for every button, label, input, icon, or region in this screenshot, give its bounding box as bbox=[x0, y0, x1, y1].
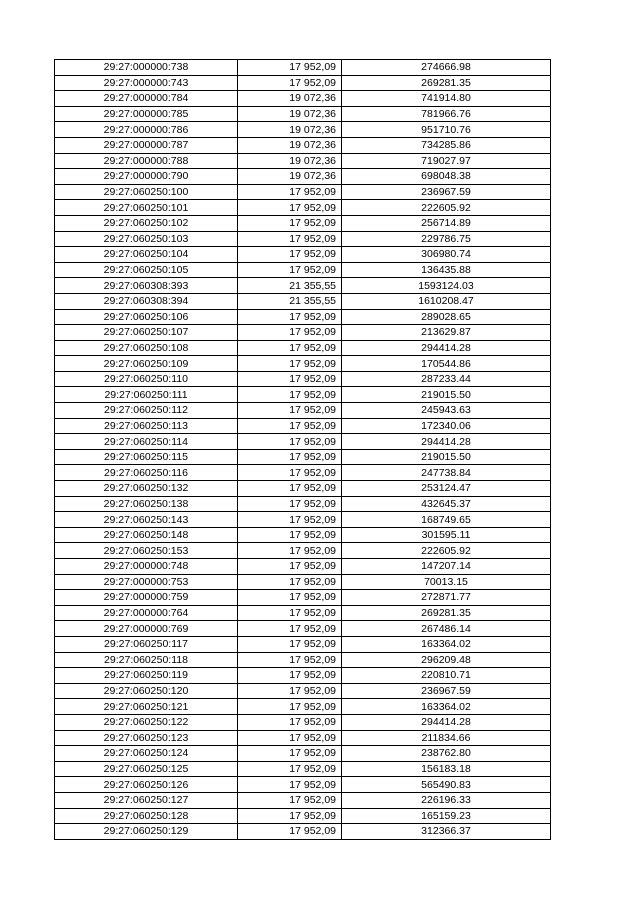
cadastral-value-cell: 734285.86 bbox=[342, 137, 551, 153]
cadastral-value-cell: 296209.48 bbox=[342, 652, 551, 668]
cadastral-number-cell: 29:27:060250:100 bbox=[55, 184, 238, 200]
unit-price-cell: 17 952,09 bbox=[238, 605, 342, 621]
table-row bbox=[55, 91, 551, 107]
cadastral-value-cell: 1610208.47 bbox=[342, 293, 551, 309]
unit-price-cell: 17 952,09 bbox=[238, 340, 342, 356]
cadastral-number-cell: 29:27:060250:112 bbox=[55, 403, 238, 419]
unit-price-cell: 19 072,36 bbox=[238, 91, 342, 107]
unit-price-cell: 17 952,09 bbox=[238, 247, 342, 263]
cadastral-value-cell: 951710.76 bbox=[342, 122, 551, 138]
cadastral-value-cell: 312366.37 bbox=[342, 824, 551, 840]
cadastral-number-cell: 29:27:060250:124 bbox=[55, 746, 238, 762]
table-row bbox=[55, 746, 551, 762]
cadastral-number-cell: 29:27:060250:108 bbox=[55, 340, 238, 356]
unit-price-cell: 17 952,09 bbox=[238, 403, 342, 419]
cadastral-number-cell: 29:27:060250:138 bbox=[55, 496, 238, 512]
cadastral-number-cell: 29:27:060250:102 bbox=[55, 215, 238, 231]
table-row bbox=[55, 543, 551, 559]
unit-price-cell: 17 952,09 bbox=[238, 434, 342, 450]
table-row bbox=[55, 590, 551, 606]
cadastral-value-cell: 170544.86 bbox=[342, 356, 551, 372]
cadastral-value-cell: 294414.28 bbox=[342, 714, 551, 730]
cadastral-value-cell: 306980.74 bbox=[342, 247, 551, 263]
table-row bbox=[55, 730, 551, 746]
table-row bbox=[55, 824, 551, 840]
cadastral-value-cell: 287233.44 bbox=[342, 371, 551, 387]
cadastral-number-cell: 29:27:060250:143 bbox=[55, 512, 238, 528]
cadastral-value-cell: 168749.65 bbox=[342, 512, 551, 528]
cadastral-value-cell: 294414.28 bbox=[342, 340, 551, 356]
table-row bbox=[55, 169, 551, 185]
cadastral-number-cell: 29:27:060250:107 bbox=[55, 325, 238, 341]
unit-price-cell: 17 952,09 bbox=[238, 714, 342, 730]
table-row bbox=[55, 527, 551, 543]
cadastral-number-cell: 29:27:000000:748 bbox=[55, 559, 238, 575]
cadastral-value-cell: 741914.80 bbox=[342, 91, 551, 107]
table-row bbox=[55, 153, 551, 169]
cadastral-number-cell: 29:27:060250:119 bbox=[55, 668, 238, 684]
cadastral-number-cell: 29:27:060250:123 bbox=[55, 730, 238, 746]
cadastral-number-cell: 29:27:000000:738 bbox=[55, 60, 238, 76]
unit-price-cell: 17 952,09 bbox=[238, 200, 342, 216]
table-row bbox=[55, 371, 551, 387]
unit-price-cell: 17 952,09 bbox=[238, 356, 342, 372]
cadastral-value-cell: 226196.33 bbox=[342, 792, 551, 808]
unit-price-cell: 17 952,09 bbox=[238, 652, 342, 668]
unit-price-cell: 17 952,09 bbox=[238, 543, 342, 559]
table-row bbox=[55, 434, 551, 450]
cadastral-value-cell: 565490.83 bbox=[342, 777, 551, 793]
unit-price-cell: 17 952,09 bbox=[238, 465, 342, 481]
table-row bbox=[55, 699, 551, 715]
unit-price-cell: 17 952,09 bbox=[238, 481, 342, 497]
cadastral-number-cell: 29:27:000000:759 bbox=[55, 590, 238, 606]
cadastral-number-cell: 29:27:060250:128 bbox=[55, 808, 238, 824]
cadastral-number-cell: 29:27:000000:769 bbox=[55, 621, 238, 637]
table-row bbox=[55, 137, 551, 153]
unit-price-cell: 17 952,09 bbox=[238, 449, 342, 465]
cadastral-number-cell: 29:27:000000:785 bbox=[55, 106, 238, 122]
cadastral-number-cell: 29:27:060250:121 bbox=[55, 699, 238, 715]
table-row bbox=[55, 636, 551, 652]
cadastral-value-cell: 163364.02 bbox=[342, 699, 551, 715]
unit-price-cell: 17 952,09 bbox=[238, 574, 342, 590]
table-row bbox=[55, 668, 551, 684]
unit-price-cell: 17 952,09 bbox=[238, 636, 342, 652]
cadastral-value-cell: 222605.92 bbox=[342, 200, 551, 216]
cadastral-value-cell: 294414.28 bbox=[342, 434, 551, 450]
table-row bbox=[55, 247, 551, 263]
unit-price-cell: 17 952,09 bbox=[238, 730, 342, 746]
unit-price-cell: 17 952,09 bbox=[238, 746, 342, 762]
unit-price-cell: 17 952,09 bbox=[238, 75, 342, 91]
table-row bbox=[55, 465, 551, 481]
unit-price-cell: 19 072,36 bbox=[238, 169, 342, 185]
cadastral-value-cell: 272871.77 bbox=[342, 590, 551, 606]
cadastral-number-cell: 29:27:060250:118 bbox=[55, 652, 238, 668]
table-row bbox=[55, 683, 551, 699]
cadastral-value-cell: 136435.88 bbox=[342, 262, 551, 278]
table-row bbox=[55, 792, 551, 808]
table-row bbox=[55, 496, 551, 512]
cadastral-number-cell: 29:27:000000:788 bbox=[55, 153, 238, 169]
unit-price-cell: 17 952,09 bbox=[238, 761, 342, 777]
unit-price-cell: 19 072,36 bbox=[238, 106, 342, 122]
unit-price-cell: 17 952,09 bbox=[238, 496, 342, 512]
table-row bbox=[55, 309, 551, 325]
unit-price-cell: 17 952,09 bbox=[238, 683, 342, 699]
table-row bbox=[55, 340, 551, 356]
cadastral-number-cell: 29:27:060250:113 bbox=[55, 418, 238, 434]
cadastral-value-cell: 245943.63 bbox=[342, 403, 551, 419]
unit-price-cell: 21 355,55 bbox=[238, 293, 342, 309]
table-row bbox=[55, 574, 551, 590]
cadastral-value-cell: 269281.35 bbox=[342, 605, 551, 621]
table-row bbox=[55, 559, 551, 575]
cadastral-number-cell: 29:27:060250:116 bbox=[55, 465, 238, 481]
unit-price-cell: 17 952,09 bbox=[238, 60, 342, 76]
cadastral-number-cell: 29:27:060308:394 bbox=[55, 293, 238, 309]
unit-price-cell: 19 072,36 bbox=[238, 153, 342, 169]
table-row bbox=[55, 403, 551, 419]
table-row bbox=[55, 184, 551, 200]
unit-price-cell: 21 355,55 bbox=[238, 278, 342, 294]
unit-price-cell: 17 952,09 bbox=[238, 792, 342, 808]
cadastral-value-cell: 229786.75 bbox=[342, 231, 551, 247]
table-row bbox=[55, 325, 551, 341]
unit-price-cell: 17 952,09 bbox=[238, 309, 342, 325]
cadastral-value-table bbox=[54, 59, 551, 840]
table-row bbox=[55, 418, 551, 434]
cadastral-number-cell: 29:27:060250:127 bbox=[55, 792, 238, 808]
cadastral-number-cell: 29:27:060250:101 bbox=[55, 200, 238, 216]
cadastral-number-cell: 29:27:000000:790 bbox=[55, 169, 238, 185]
unit-price-cell: 19 072,36 bbox=[238, 122, 342, 138]
cadastral-value-cell: 172340.06 bbox=[342, 418, 551, 434]
cadastral-number-cell: 29:27:060250:105 bbox=[55, 262, 238, 278]
cadastral-value-cell: 211834.66 bbox=[342, 730, 551, 746]
unit-price-cell: 17 952,09 bbox=[238, 387, 342, 403]
table-row bbox=[55, 75, 551, 91]
cadastral-value-cell: 236967.59 bbox=[342, 184, 551, 200]
unit-price-cell: 17 952,09 bbox=[238, 231, 342, 247]
unit-price-cell: 17 952,09 bbox=[238, 824, 342, 840]
cadastral-value-cell: 253124.47 bbox=[342, 481, 551, 497]
table-row bbox=[55, 200, 551, 216]
cadastral-value-cell: 269281.35 bbox=[342, 75, 551, 91]
cadastral-value-cell: 219015.50 bbox=[342, 387, 551, 403]
cadastral-number-cell: 29:27:060250:126 bbox=[55, 777, 238, 793]
cadastral-value-cell: 238762.80 bbox=[342, 746, 551, 762]
cadastral-value-cell: 719027.97 bbox=[342, 153, 551, 169]
cadastral-value-cell: 213629.87 bbox=[342, 325, 551, 341]
cadastral-value-cell: 163364.02 bbox=[342, 636, 551, 652]
unit-price-cell: 17 952,09 bbox=[238, 371, 342, 387]
table-row bbox=[55, 481, 551, 497]
cadastral-number-cell: 29:27:060250:129 bbox=[55, 824, 238, 840]
table-row bbox=[55, 605, 551, 621]
cadastral-value-cell: 236967.59 bbox=[342, 683, 551, 699]
cadastral-number-cell: 29:27:060250:114 bbox=[55, 434, 238, 450]
table-row bbox=[55, 652, 551, 668]
cadastral-value-cell: 156183.18 bbox=[342, 761, 551, 777]
unit-price-cell: 17 952,09 bbox=[238, 325, 342, 341]
unit-price-cell: 17 952,09 bbox=[238, 184, 342, 200]
table-row bbox=[55, 278, 551, 294]
table-row bbox=[55, 714, 551, 730]
cadastral-value-cell: 247738.84 bbox=[342, 465, 551, 481]
cadastral-number-cell: 29:27:060250:110 bbox=[55, 371, 238, 387]
unit-price-cell: 17 952,09 bbox=[238, 559, 342, 575]
cadastral-value-cell: 147207.14 bbox=[342, 559, 551, 575]
cadastral-value-cell: 1593124.03 bbox=[342, 278, 551, 294]
cadastral-number-cell: 29:27:060250:111 bbox=[55, 387, 238, 403]
cadastral-number-cell: 29:27:060250:153 bbox=[55, 543, 238, 559]
cadastral-number-cell: 29:27:000000:786 bbox=[55, 122, 238, 138]
cadastral-value-cell: 70013.15 bbox=[342, 574, 551, 590]
cadastral-value-cell: 781966.76 bbox=[342, 106, 551, 122]
cadastral-value-cell: 219015.50 bbox=[342, 449, 551, 465]
cadastral-number-cell: 29:27:060250:106 bbox=[55, 309, 238, 325]
cadastral-number-cell: 29:27:060308:393 bbox=[55, 278, 238, 294]
unit-price-cell: 17 952,09 bbox=[238, 262, 342, 278]
unit-price-cell: 17 952,09 bbox=[238, 808, 342, 824]
unit-price-cell: 17 952,09 bbox=[238, 590, 342, 606]
table-row bbox=[55, 122, 551, 138]
cadastral-number-cell: 29:27:060250:109 bbox=[55, 356, 238, 372]
cadastral-value-cell: 432645.37 bbox=[342, 496, 551, 512]
table-row bbox=[55, 621, 551, 637]
cadastral-number-cell: 29:27:060250:132 bbox=[55, 481, 238, 497]
cadastral-number-cell: 29:27:060250:125 bbox=[55, 761, 238, 777]
cadastral-number-cell: 29:27:000000:787 bbox=[55, 137, 238, 153]
table-row bbox=[55, 231, 551, 247]
cadastral-value-cell: 698048.38 bbox=[342, 169, 551, 185]
table-row bbox=[55, 215, 551, 231]
unit-price-cell: 17 952,09 bbox=[238, 777, 342, 793]
cadastral-number-cell: 29:27:000000:764 bbox=[55, 605, 238, 621]
unit-price-cell: 17 952,09 bbox=[238, 512, 342, 528]
cadastral-number-cell: 29:27:000000:784 bbox=[55, 91, 238, 107]
unit-price-cell: 17 952,09 bbox=[238, 621, 342, 637]
cadastral-number-cell: 29:27:060250:104 bbox=[55, 247, 238, 263]
unit-price-cell: 19 072,36 bbox=[238, 137, 342, 153]
unit-price-cell: 17 952,09 bbox=[238, 699, 342, 715]
table-row bbox=[55, 356, 551, 372]
table-row bbox=[55, 761, 551, 777]
cadastral-value-cell: 301595.11 bbox=[342, 527, 551, 543]
table-row bbox=[55, 777, 551, 793]
table-row bbox=[55, 449, 551, 465]
cadastral-number-cell: 29:27:060250:148 bbox=[55, 527, 238, 543]
cadastral-number-cell: 29:27:060250:115 bbox=[55, 449, 238, 465]
cadastral-value-cell: 256714.89 bbox=[342, 215, 551, 231]
unit-price-cell: 17 952,09 bbox=[238, 418, 342, 434]
table-row bbox=[55, 262, 551, 278]
cadastral-value-cell: 222605.92 bbox=[342, 543, 551, 559]
table-row bbox=[55, 512, 551, 528]
cadastral-value-cell: 267486.14 bbox=[342, 621, 551, 637]
cadastral-number-cell: 29:27:000000:753 bbox=[55, 574, 238, 590]
cadastral-number-cell: 29:27:060250:117 bbox=[55, 636, 238, 652]
cadastral-value-cell: 165159.23 bbox=[342, 808, 551, 824]
cadastral-number-cell: 29:27:060250:122 bbox=[55, 714, 238, 730]
table-row bbox=[55, 60, 551, 76]
unit-price-cell: 17 952,09 bbox=[238, 527, 342, 543]
cadastral-value-cell: 289028.65 bbox=[342, 309, 551, 325]
table-row bbox=[55, 293, 551, 309]
table-body bbox=[55, 60, 551, 840]
cadastral-value-cell: 220810.71 bbox=[342, 668, 551, 684]
table-row bbox=[55, 387, 551, 403]
table-row bbox=[55, 106, 551, 122]
cadastral-number-cell: 29:27:060250:120 bbox=[55, 683, 238, 699]
table-row bbox=[55, 808, 551, 824]
cadastral-number-cell: 29:27:060250:103 bbox=[55, 231, 238, 247]
unit-price-cell: 17 952,09 bbox=[238, 215, 342, 231]
unit-price-cell: 17 952,09 bbox=[238, 668, 342, 684]
cadastral-value-cell: 274666.98 bbox=[342, 60, 551, 76]
cadastral-number-cell: 29:27:000000:743 bbox=[55, 75, 238, 91]
